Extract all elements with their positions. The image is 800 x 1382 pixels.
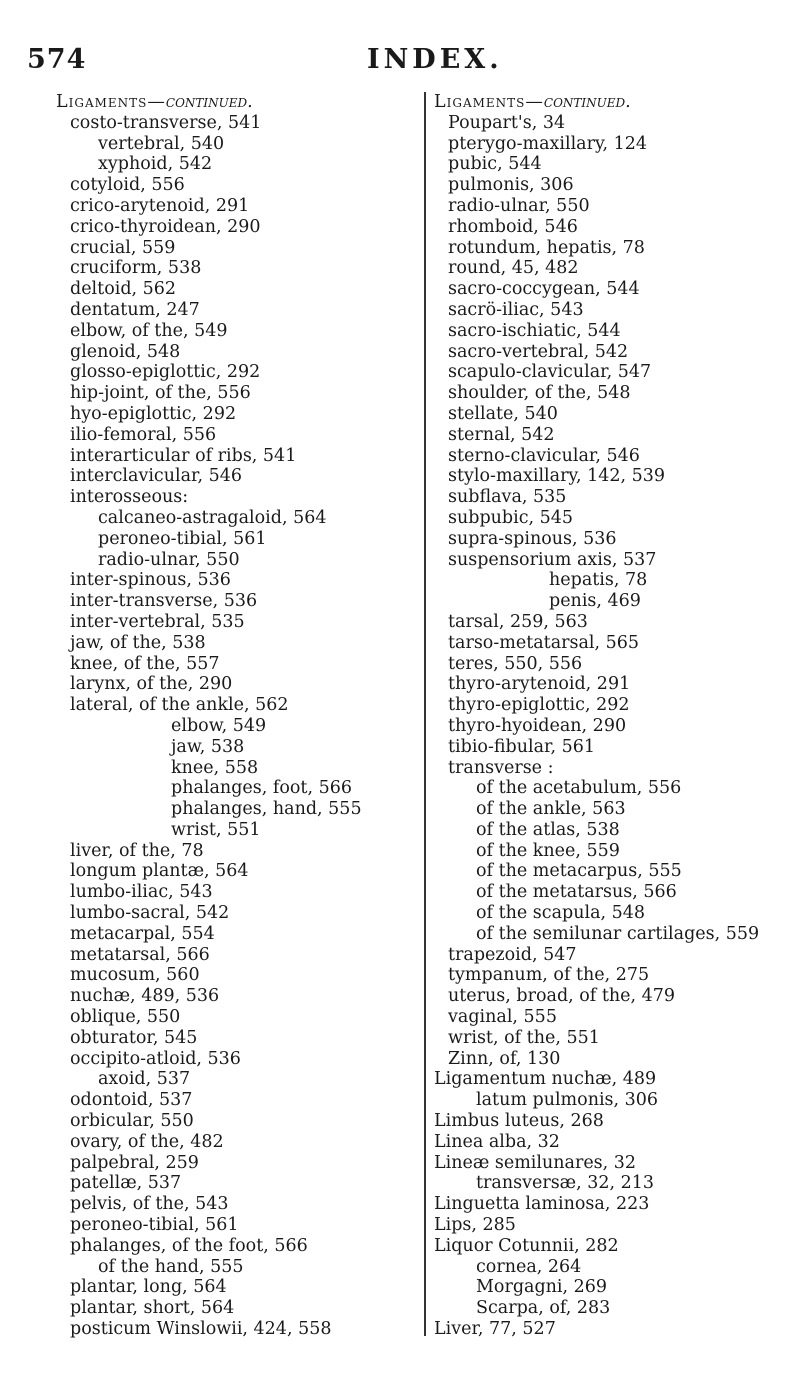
index-entry: axoid, 537 xyxy=(98,1069,191,1090)
index-entry: plantar, long, 564 xyxy=(70,1277,227,1298)
index-entry: knee, of the, 557 xyxy=(70,653,220,674)
index-entry: tarsal, 259, 563 xyxy=(448,611,588,632)
index-entry: phalanges, of the foot, 566 xyxy=(70,1235,308,1256)
column-divider xyxy=(424,92,426,1336)
index-entry: trapezoid, 547 xyxy=(448,944,577,965)
index-entry: Poupart's, 34 xyxy=(448,112,566,133)
index-entry: Zinn, of, 130 xyxy=(448,1048,561,1069)
index-entry: suspensorium axis, 537 xyxy=(448,549,657,570)
index-entry: subpubic, 545 xyxy=(448,507,574,528)
index-entry: hyo-epiglottic, 292 xyxy=(70,403,237,424)
index-entry: deltoid, 562 xyxy=(70,279,177,300)
index-entry: crico-thyroidean, 290 xyxy=(70,216,261,237)
index-entry: uterus, broad, of the, 479 xyxy=(448,986,676,1007)
index-entry: cornea, 264 xyxy=(476,1256,582,1277)
index-entry: cotyloid, 556 xyxy=(70,175,185,196)
index-entry: liver, of the, 78 xyxy=(70,840,204,861)
index-entry: metatarsal, 566 xyxy=(70,944,210,965)
index-entry: crico-arytenoid, 291 xyxy=(70,195,250,216)
index-entry: tibio-fibular, 561 xyxy=(448,736,596,757)
page-header xyxy=(0,44,800,84)
index-entry: Linea alba, 32 xyxy=(434,1131,560,1152)
index-entry: wrist, 551 xyxy=(171,819,261,840)
index-entry: hip-joint, of the, 556 xyxy=(70,383,251,404)
index-entry: jaw, 538 xyxy=(171,736,245,757)
right-column xyxy=(434,92,796,1340)
index-entry: Limbus luteus, 268 xyxy=(434,1111,604,1132)
index-entry: interclavicular, 546 xyxy=(70,466,243,487)
index-entry: lateral, of the ankle, 562 xyxy=(70,695,289,716)
index-entry: latum pulmonis, 306 xyxy=(476,1090,659,1111)
index-entry: radio-ulnar, 550 xyxy=(448,195,590,216)
index-entry: lumbo-sacral, 542 xyxy=(70,903,230,924)
index-entry: obturator, 545 xyxy=(70,1027,198,1048)
index-entry: orbicular, 550 xyxy=(70,1111,194,1132)
index-entry: peroneo-tibial, 561 xyxy=(98,528,267,549)
index-entry: vertebral, 540 xyxy=(98,133,225,154)
index-entry: pulmonis, 306 xyxy=(448,175,574,196)
index-entry: phalanges, foot, 566 xyxy=(171,778,352,799)
index-entry: Lips, 285 xyxy=(434,1215,516,1236)
index-entry: pterygo-maxillary, 124 xyxy=(448,133,648,154)
index-entry: elbow, of the, 549 xyxy=(70,320,228,341)
index-entry: jaw, of the, 538 xyxy=(70,632,206,653)
index-entry: radio-ulnar, 550 xyxy=(98,549,240,570)
index-entry: ilio-femoral, 556 xyxy=(70,424,217,445)
index-entry: inter-spinous, 536 xyxy=(70,570,231,591)
right-entry-list xyxy=(434,113,796,1340)
index-entry: tympanum, of the, 275 xyxy=(448,965,650,986)
index-entry: occipito-atloid, 536 xyxy=(70,1048,241,1069)
index-entry: metacarpal, 554 xyxy=(70,923,215,944)
index-entry: odontoid, 537 xyxy=(70,1090,193,1111)
index-entry: dentatum, 247 xyxy=(70,299,200,320)
heading-label: Ligaments xyxy=(56,92,148,112)
index-entry: of the scapula, 548 xyxy=(476,903,646,924)
index-entry: penis, 469 xyxy=(549,591,641,612)
index-entry: peroneo-tibial, 561 xyxy=(70,1215,239,1236)
index-entry: stylo-maxillary, 142, 539 xyxy=(448,466,666,487)
index-entry: hepatis, 78 xyxy=(549,570,648,591)
column-heading xyxy=(434,92,796,113)
heading-dash: — xyxy=(147,92,166,112)
page-number: 574 xyxy=(27,44,87,75)
index-entry: Morgagni, 269 xyxy=(476,1277,608,1298)
index-entry: scapulo-clavicular, 547 xyxy=(448,362,652,383)
index-entry: ovary, of the, 482 xyxy=(70,1131,224,1152)
index-entry: cruciform, 538 xyxy=(70,258,202,279)
index-entry: xyphoid, 542 xyxy=(98,154,213,175)
index-entry: palpebral, 259 xyxy=(70,1152,199,1173)
index-entry: pubic, 544 xyxy=(448,154,542,175)
heading-dash: — xyxy=(525,92,544,112)
heading-continued: continued. xyxy=(543,92,631,112)
index-entry: sterno-clavicular, 546 xyxy=(448,445,640,466)
index-entry: elbow, 549 xyxy=(171,715,267,736)
heading-label: Ligaments xyxy=(434,92,526,112)
left-entry-list xyxy=(56,113,416,1340)
index-entry: Linguetta laminosa, 223 xyxy=(434,1194,650,1215)
index-entry: sternal, 542 xyxy=(448,424,555,445)
index-entry: thyro-arytenoid, 291 xyxy=(448,674,631,695)
index-entry: of the semilunar cartilages, 559 xyxy=(476,923,760,944)
index-entry: mucosum, 560 xyxy=(70,965,200,986)
index-entry: knee, 558 xyxy=(171,757,259,778)
index-entry: larynx, of the, 290 xyxy=(70,674,233,695)
index-entry: posticum Winslowii, 424, 558 xyxy=(70,1319,332,1340)
index-entry: sacrö-iliac, 543 xyxy=(448,299,584,320)
index-entry: sacro-ischiatic, 544 xyxy=(448,320,621,341)
index-entry: Liquor Cotunnii, 282 xyxy=(434,1235,619,1256)
index-entry: plantar, short, 564 xyxy=(70,1298,235,1319)
heading-continued: continued. xyxy=(165,92,253,112)
index-entry: thyro-hyoidean, 290 xyxy=(448,715,627,736)
index-entry: calcaneo-astragaloid, 564 xyxy=(98,507,327,528)
index-entry: of the ankle, 563 xyxy=(476,799,626,820)
index-entry: inter-transverse, 536 xyxy=(70,591,258,612)
index-entry: thyro-epiglottic, 292 xyxy=(448,695,630,716)
running-title: INDEX. xyxy=(367,44,503,75)
index-entry: Liver, 77, 527 xyxy=(434,1319,556,1340)
index-entry: crucial, 559 xyxy=(70,237,176,258)
index-entry: interarticular of ribs, 541 xyxy=(70,445,297,466)
column-heading xyxy=(56,92,416,113)
index-entry: lumbo-iliac, 543 xyxy=(70,882,213,903)
index-entry: sacro-coccygean, 544 xyxy=(448,279,640,300)
index-entry: phalanges, hand, 555 xyxy=(171,799,362,820)
index-entry: of the metacarpus, 555 xyxy=(476,861,682,882)
index-entry: of the hand, 555 xyxy=(98,1256,244,1277)
index-entry: Ligamentum nuchæ, 489 xyxy=(434,1069,657,1090)
index-entry: round, 45, 482 xyxy=(448,258,579,279)
index-entry: nuchæ, 489, 536 xyxy=(70,986,220,1007)
index-entry: patellæ, 537 xyxy=(70,1173,182,1194)
index-entry: sacro-vertebral, 542 xyxy=(448,341,629,362)
index-entry: rhomboid, 546 xyxy=(448,216,578,237)
index-entry: wrist, of the, 551 xyxy=(448,1027,600,1048)
index-entry: Lineæ semilunares, 32 xyxy=(434,1152,637,1173)
left-column xyxy=(56,92,416,1340)
index-entry: stellate, 540 xyxy=(448,403,558,424)
index-entry: interosseous: xyxy=(70,487,189,508)
index-entry: oblique, 550 xyxy=(70,1007,181,1028)
index-entry: Scarpa, of, 283 xyxy=(476,1298,611,1319)
index-entry: pelvis, of the, 543 xyxy=(70,1194,229,1215)
index-entry: shoulder, of the, 548 xyxy=(448,383,631,404)
index-entry: rotundum, hepatis, 78 xyxy=(448,237,645,258)
index-entry: longum plantæ, 564 xyxy=(70,861,249,882)
index-entry: of the knee, 559 xyxy=(476,840,620,861)
index-entry: vaginal, 555 xyxy=(448,1007,557,1028)
index-entry: transversæ, 32, 213 xyxy=(476,1173,655,1194)
index-entry: tarso-metatarsal, 565 xyxy=(448,632,640,653)
index-entry: glosso-epiglottic, 292 xyxy=(70,362,261,383)
index-entry: of the atlas, 538 xyxy=(476,819,620,840)
index-entry: supra-spinous, 536 xyxy=(448,528,617,549)
index-entry: subflava, 535 xyxy=(448,487,567,508)
index-entry: of the metatarsus, 566 xyxy=(476,882,677,903)
index-entry: inter-vertebral, 535 xyxy=(70,611,245,632)
index-entry: transverse : xyxy=(448,757,554,778)
index-entry: glenoid, 548 xyxy=(70,341,181,362)
index-entry: costo-transverse, 541 xyxy=(70,112,262,133)
index-entry: of the acetabulum, 556 xyxy=(476,778,682,799)
index-entry: teres, 550, 556 xyxy=(448,653,583,674)
